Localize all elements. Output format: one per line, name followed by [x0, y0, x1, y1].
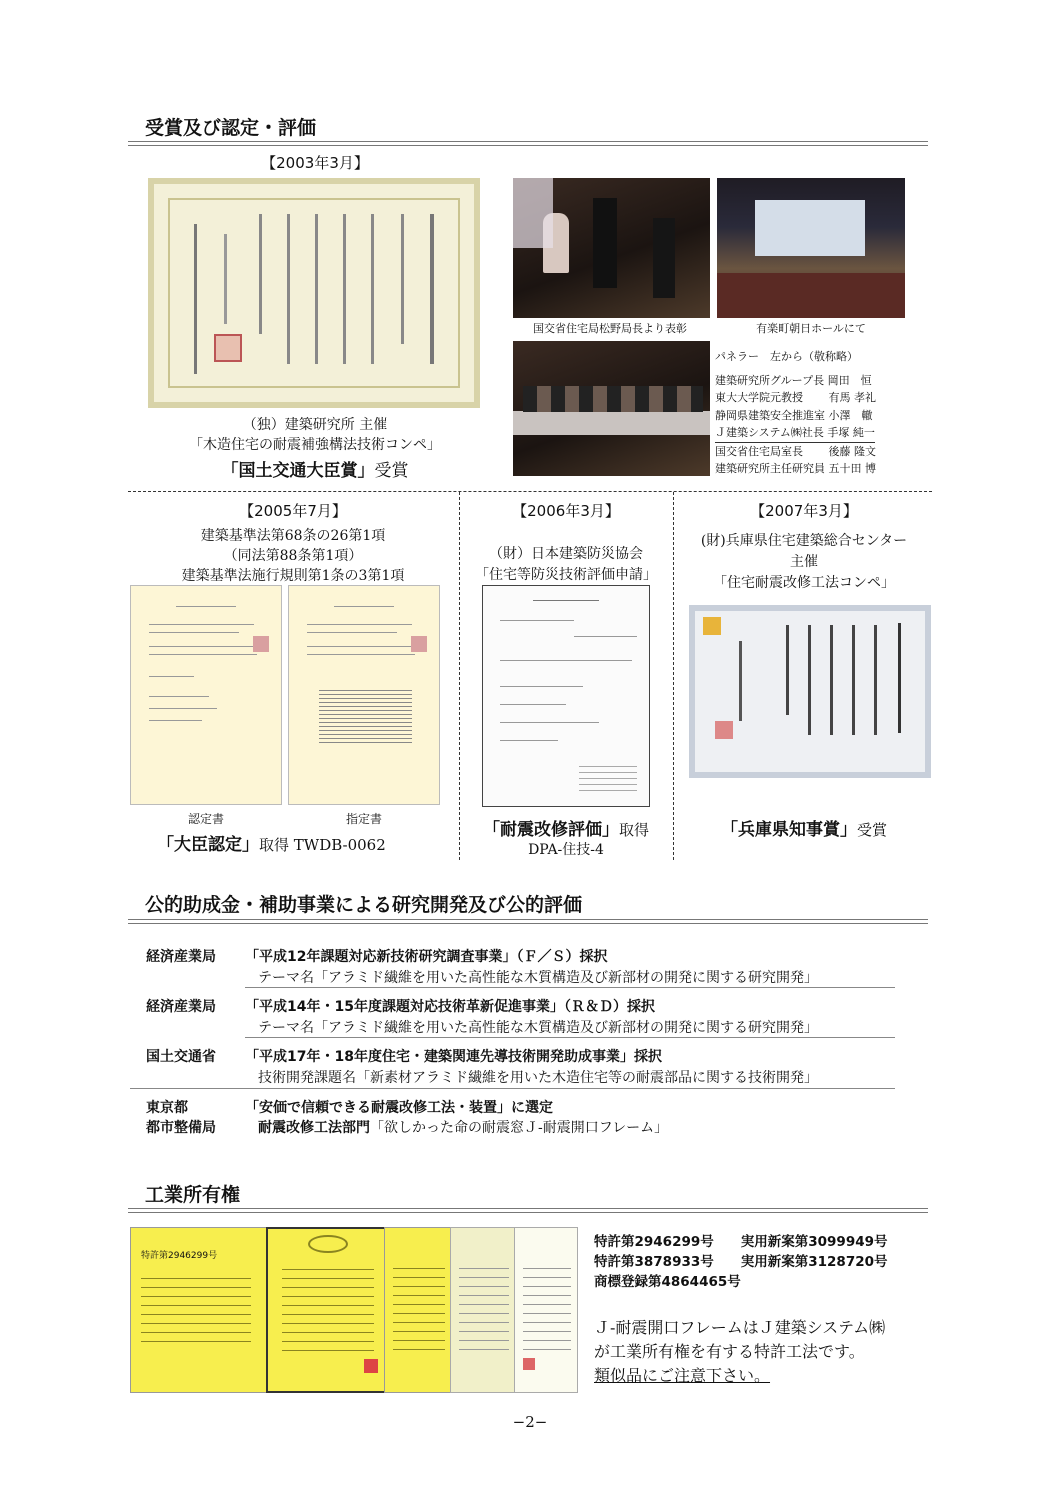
ip-note-line: Ｊ-耐震開口フレームはＪ建築システム㈱: [594, 1318, 886, 1337]
tokyo-theme-line: [258, 1117, 668, 1137]
award-2007-certificate-image: [689, 605, 931, 778]
grant-separator: [245, 987, 895, 988]
award-2003-organizer: （独）建築研究所 主催: [242, 417, 388, 433]
patent-line: 特許第3878933号 実用新案第3128720号: [594, 1254, 888, 1270]
grant-separator: [245, 1037, 895, 1038]
evaluation-document-image: [482, 585, 650, 807]
award-2005-legal-basis: [128, 526, 458, 586]
award-2007-contest: 「住宅耐震改修工法コンペ」: [713, 575, 895, 591]
photo-caption-left: 国交省住宅局松野局長より表彰: [533, 322, 687, 335]
award-2007-host: 主催: [790, 554, 818, 570]
panel-members: [715, 372, 876, 477]
patent-line: 特許第2946299号 実用新案第3099949号: [594, 1234, 888, 1250]
award-2003-date: 【2003年3月】: [261, 154, 369, 172]
award-2005-result: [157, 830, 386, 855]
section-heading-awards: 受賞及び認定・評価: [145, 117, 317, 139]
ip-warning: 類似品にご注意下さい。: [594, 1366, 771, 1385]
page-number: −2−: [512, 1413, 548, 1431]
patent-line: 商標登録第4864465号: [594, 1274, 741, 1290]
panel-member: 建築研究所グループ長 岡田 恒: [715, 374, 872, 387]
award-2005-result-suffix: 取得 TWDB-0062: [259, 836, 386, 854]
grant-title: 「平成17年・18年度住宅・建築関連先導技術開発助成事業」採択: [245, 1049, 662, 1065]
legal-line: 建築基準法第68条の26第1項: [200, 528, 386, 544]
panel-member: Ｊ建築システム㈱社長 手塚 純一: [715, 424, 875, 442]
grant-agency: 経済産業局: [146, 949, 216, 965]
tokyo-agency-bureau: 都市整備局: [146, 1120, 216, 1136]
award-2005-result-title: 「大臣認定」: [157, 835, 259, 855]
panel-discussion-photo: [513, 341, 710, 476]
award-2003-certificate-image: [148, 178, 480, 408]
tokyo-dept: 耐震改修工法部門: [258, 1120, 370, 1136]
award-2003-result: [150, 456, 480, 481]
ip-note-line: が工業所有権を有する特許工法です。: [594, 1342, 865, 1361]
section-heading-ip: 工業所有権: [145, 1184, 241, 1206]
award-2005-date: 【2005年7月】: [239, 502, 347, 520]
award-2007-result: [674, 815, 934, 840]
section-heading-grants: 公的助成金・補助事業による研究開発及び公的評価: [145, 894, 583, 916]
caption-certification: 認定書: [187, 812, 224, 826]
ip-note: [594, 1316, 954, 1388]
hall-photo: [717, 178, 905, 318]
certification-document-image: [130, 585, 282, 805]
tokyo-theme: 「欲しかった命の耐震窓Ｊ-耐震開口フレーム」: [370, 1120, 669, 1136]
award-2006-result-title: 「耐震改修評価」: [482, 820, 619, 840]
tokyo-agency: 東京都: [146, 1100, 188, 1116]
award-2007-result-suffix: 受賞: [856, 821, 887, 839]
photo-caption-right: 有楽町朝日ホールにて: [756, 322, 866, 335]
section-rule: [128, 919, 928, 924]
award-2006-result: [460, 815, 672, 840]
dashed-divider: [128, 491, 932, 492]
award-2007-result-title: 「兵庫県知事賞」: [720, 820, 857, 840]
patent-documents-image: [130, 1227, 578, 1395]
award-ceremony-photo: [513, 178, 710, 318]
grant-agency: 経済産業局: [146, 999, 216, 1015]
award-2006-application: 「住宅等防災技術評価申請」: [475, 567, 657, 583]
panel-member: 国交省住宅局室長 後藤 隆文: [715, 444, 876, 458]
grant-separator: [130, 1088, 895, 1089]
grant-theme: テーマ名「アラミド繊維を用いた高性能な木質構造及び新部材の開発に関する研究開発」: [258, 1020, 818, 1036]
designation-document-image: [288, 585, 440, 805]
award-2007-org: (財)兵庫県住宅建築総合センター: [700, 533, 908, 549]
panel-title: パネラー 左から（敬称略）: [715, 350, 858, 363]
tokyo-title: 「安価で信頼できる耐震改修工法・装置」に選定: [245, 1100, 553, 1116]
panel-member: 東大大学院元教授 有馬 孝礼: [715, 391, 876, 405]
grant-title: 「平成12年課題対応新技術研究調査事業」（Ｆ／Ｓ）採択: [245, 949, 608, 965]
award-2006-code: DPA-住技-4: [528, 842, 604, 858]
grant-agency: 国土交通省: [146, 1049, 216, 1065]
section-rule: [128, 1208, 928, 1213]
panel-member: 建築研究所主任研究員 五十田 博: [715, 462, 876, 476]
patent-doc-number: 特許第2946299号: [141, 1251, 218, 1261]
panel-member: 静岡県建築安全推進室 小澤 轍: [715, 408, 873, 422]
award-2006-result-suffix: 取得: [618, 821, 649, 839]
award-2007-date: 【2007年3月】: [750, 502, 858, 520]
award-2003-contest: 「木造住宅の耐震補強構法技術コンペ」: [189, 437, 441, 453]
award-2006-date: 【2006年3月】: [512, 502, 620, 520]
award-2003-prize-suffix: 受賞: [374, 461, 409, 481]
legal-line: （同法第88条第1項）: [223, 548, 363, 564]
grant-title: 「平成14年・15年度課題対応技術革新促進事業」（Ｒ＆Ｄ）採択: [245, 999, 655, 1015]
section-rule: [128, 141, 928, 146]
award-2003-prize: 「国土交通大臣賞」: [221, 461, 375, 481]
grant-theme: 技術開発課題名「新素材アラミド繊維を用いた木造住宅等の耐震部品に関する技術開発」: [258, 1070, 818, 1086]
grant-theme: テーマ名「アラミド繊維を用いた高性能な木質構造及び新部材の開発に関する研究開発」: [258, 970, 818, 986]
patent-document: [130, 1227, 270, 1393]
caption-designation: 指定書: [345, 812, 382, 826]
award-2006-org: （財）日本建築防災協会: [489, 546, 643, 562]
legal-line: 建築基準法施行規則第1条の3第1項: [181, 568, 405, 584]
patent-list: [594, 1232, 888, 1292]
